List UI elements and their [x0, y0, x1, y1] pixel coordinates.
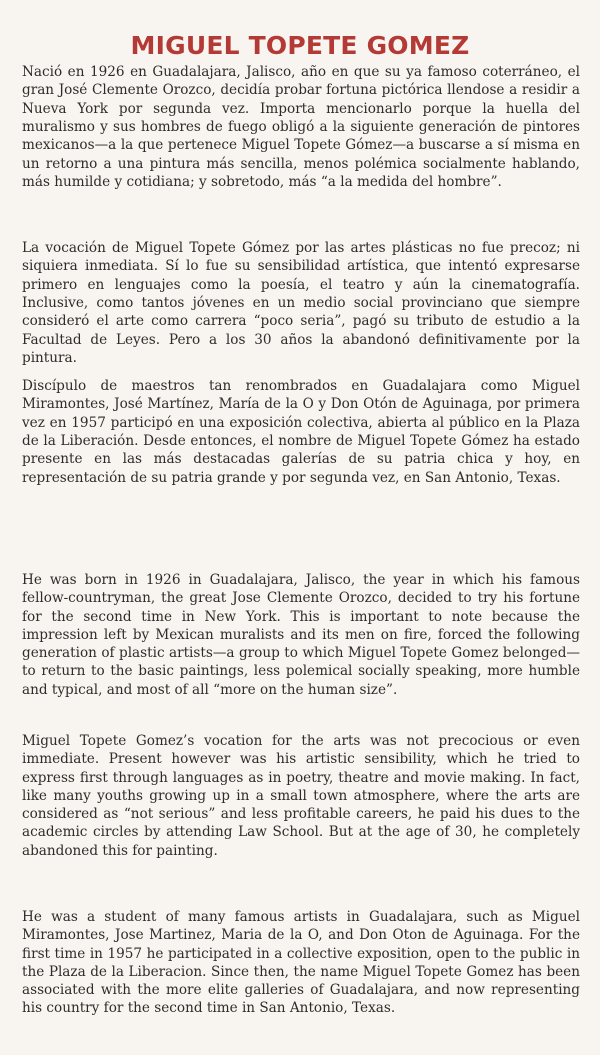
spanish-paragraph-1: Nació en 1926 en Guadalajara, Jalisco, año en que su ya famoso coterráneo, el gran José Clemente Orozco, decidía probar fortuna pictórica llendose a residir a Nueva York por segunda vez. Importa mencionarlo porque la huella del muralismo y sus hombres de fuego obligó a la siguiente generación de pintores mexicanos—a la que pertenece Miguel Topete Gómez—a buscarse a sí misma en un retorno a una pintura más sencilla, menos polémica socialmente hablando, más humilde y cotidiana; y sobretodo, más “a la medida del hombre”.	[22, 64, 580, 191]
english-paragraph-1: He was born in 1926 in Guadalajara, Jalisco, the year in which his famous fellow-countryman, the great Jose Clemente Orozco, decided to try his fortune for the second time in New York. This is important to note because the impression left by Mexican muralists and its men on fire, forced the following generation of plastic artists—a group to which Miguel Topete Gomez belonged—to return to the basic paintings, less polemical socially speaking, more humble and typical, and most of all “more on the human size”.	[22, 572, 580, 698]
document-title: MIGUEL TOPETE GOMEZ	[130, 30, 470, 60]
spanish-paragraph-3: Discípulo de maestros tan renombrados en Guadalajara como Miguel Miramontes, José Martínez, María de la O y Don Otón de Aguinaga, por primera vez en 1957 participó en una exposición colectiva, abierta al público en la Plaza de la Liberación. Desde entonces, el nombre de Miguel Topete Gómez ha estado presente en las más destacadas galerías de su patria chica y hoy, en representación de su patria grande y por segunda vez, en San Antonio, Texas.	[22, 378, 580, 486]
spanish-paragraph-2: La vocación de Miguel Topete Gómez por las artes plásticas no fue precoz; ni siquiera inmediata. Sí lo fue su sensibilidad artística, que intentó expresarse primero en lenguajes como la poesía, el teatro y aún la cinematografía. Inclusive, como tantos jóvenes en un medio social provinciano que siempre consideró el arte como carrera “poco seria”, pagó su tributo de estudio a la Facultad de Leyes. Pero a los 30 años la abandonó definitivamente por la pintura.	[22, 240, 580, 367]
english-paragraph-2: Miguel Topete Gomez’s vocation for the arts was not precocious or even immediate. Present however was his artistic sensibility, which he tried to express first through languages as in poetry, theatre and movie making. In fact, like many youths growing up in a small town atmosphere, where the arts are considered as “not serious” and less profitable careers, he paid his dues to the academic circles by attending Law School. But at the age of 30, he completely abandoned this for painting.	[22, 733, 580, 859]
english-paragraph-3: He was a student of many famous artists in Guadalajara, such as Miguel Miramontes, Jose Martinez, Maria de la O, and Don Oton de Aguinaga. For the first time in 1957 he participated in a collective exposition, open to the public in the Plaza de la Liberacion. Since then, the name Miguel Topete Gomez has been associated with the more elite galleries of Guadalajara, and now representing his country for the second time in San Antonio, Texas.	[22, 909, 580, 1017]
